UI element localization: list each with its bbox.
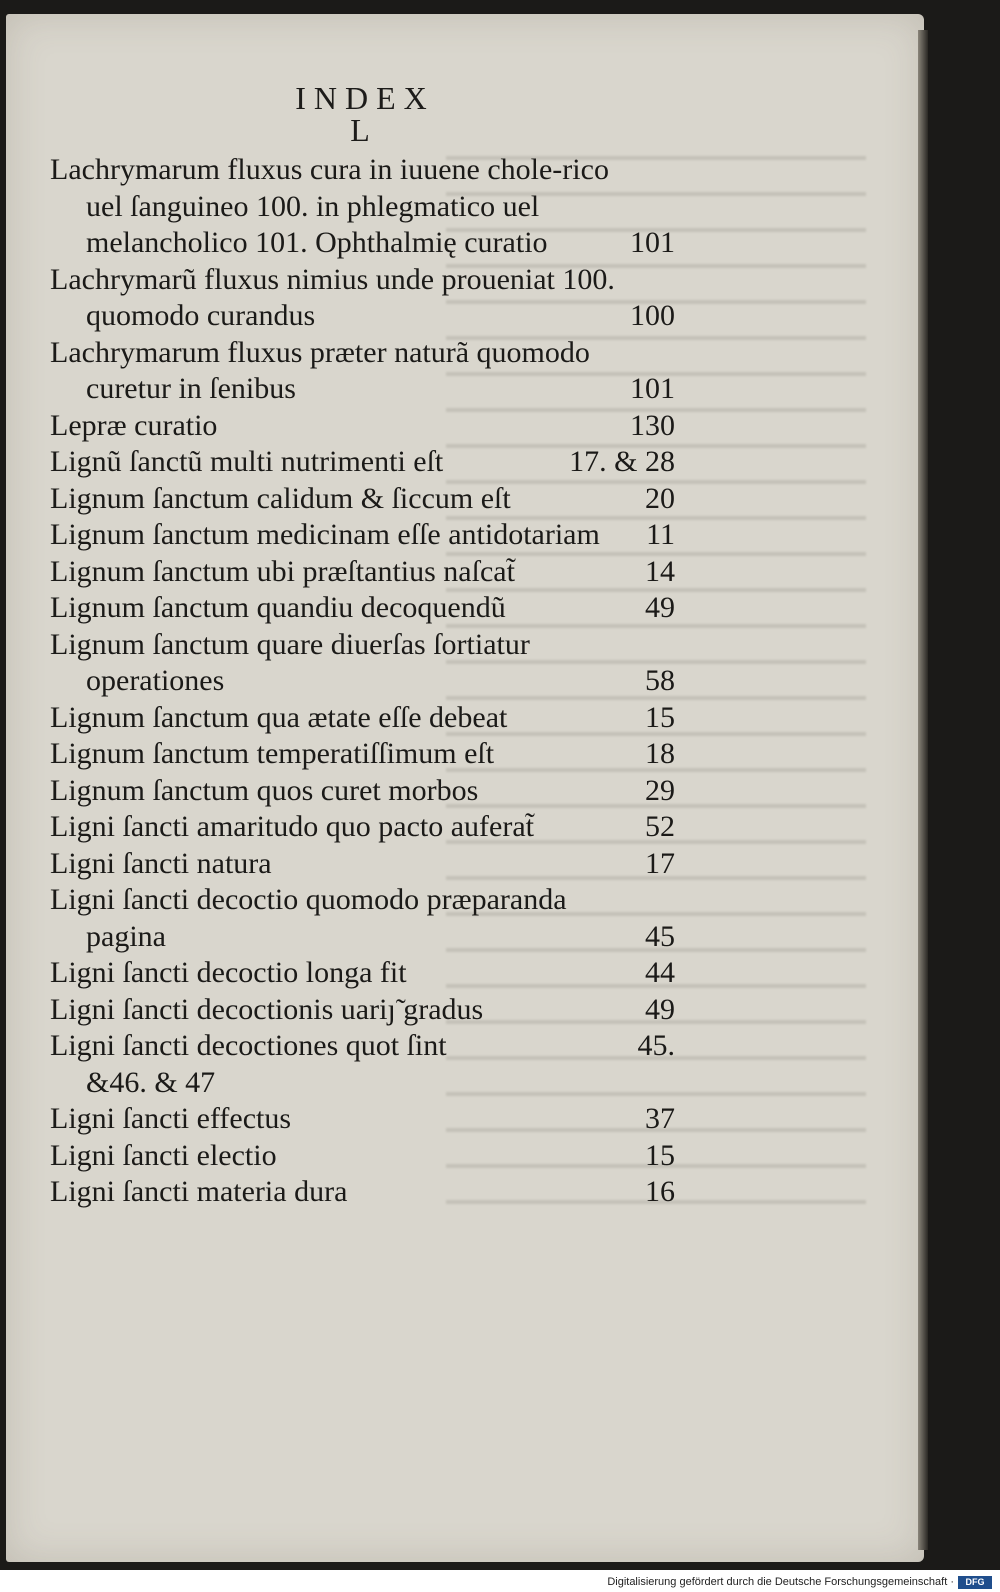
index-entry-page: 14	[645, 554, 675, 588]
page-edge	[918, 30, 928, 1550]
index-list	[50, 152, 675, 1211]
index-entry-page: 101	[630, 372, 675, 405]
index-entry-page: 18	[645, 737, 675, 770]
index-entry	[50, 809, 675, 846]
index-entry-text: Ligni ſancti decoctio quomodo præparanda pagina	[50, 883, 567, 953]
index-entry-page: 130	[630, 408, 675, 442]
index-entry-page: 101	[630, 226, 675, 259]
index-entry	[50, 517, 675, 554]
index-entry	[50, 955, 675, 992]
index-entry-text: Ligni ſancti effectus	[50, 1102, 292, 1135]
index-entry	[50, 554, 675, 591]
index-entry-text: Ligni ſancti natura	[50, 846, 272, 880]
index-entry-page: 16	[645, 1175, 675, 1208]
index-entry-page: 100	[630, 299, 675, 332]
index-entry-text: Ligni ſancti decoctionis uariȷ̃ gradus	[50, 992, 484, 1026]
index-entry-text: Lignum ſanctum calidum & ſiccum eſt	[50, 481, 511, 515]
index-entry-page: 20	[645, 481, 675, 515]
index-entry-text: Ligni ſancti decoctio longa fit	[50, 956, 407, 989]
index-entry-text: Lignum ſanctum qua ætate eſſe debeat	[50, 700, 508, 734]
index-entry-page: 15	[645, 700, 675, 734]
index-entry-page: 11	[646, 518, 675, 551]
index-entry	[50, 590, 675, 627]
index-entry	[50, 736, 675, 773]
footer-credit: Digitalisierung gefördert durch die Deutsche Forschungsgemeinschaft ·	[607, 1576, 954, 1588]
index-entry-text: Lachrymarum fluxus præter naturã quomodo curetur in ſenibus	[50, 335, 590, 405]
index-entry-page: 17	[645, 846, 675, 880]
index-entry-text: Lignum ſanctum quare diuerſas ſortiatur operationes	[50, 627, 530, 697]
index-entry	[50, 444, 675, 481]
index-entry-text: Lignũ ſanctũ multi nutrimenti eſt	[50, 445, 444, 478]
index-entry-page: 52	[645, 810, 675, 843]
index-entry-text: Ligni ſancti electio	[50, 1138, 277, 1172]
index-entry-page: 17. & 28	[569, 445, 675, 478]
index-entry-page: 44	[645, 956, 675, 989]
index-entry-text: Lignum ſanctum quandiu decoquendũ	[50, 591, 506, 624]
index-entry	[50, 481, 675, 518]
dfg-logo-icon: DFG	[958, 1576, 992, 1589]
index-entry	[50, 335, 675, 408]
index-entry-page: 15	[645, 1138, 675, 1172]
index-entry-text: Ligni ſancti decoctiones quot ſint	[50, 1029, 447, 1062]
page-title: INDEX	[295, 80, 435, 116]
index-entry	[50, 408, 675, 445]
index-entry	[50, 1138, 675, 1175]
index-entry-continuation	[50, 1065, 675, 1102]
index-entry-text: Lachrymarũ fluxus nimius unde proueniat 100. quomodo curandus	[50, 262, 615, 332]
index-entry-text: Lignum ſanctum temperatiſſimum eſt	[50, 737, 495, 770]
index-entry	[50, 700, 675, 737]
index-entry-page: 45.	[637, 1029, 675, 1062]
index-entry	[50, 1101, 675, 1138]
index-entry	[50, 262, 675, 335]
index-entry	[50, 152, 675, 262]
index-entry-text: Ligni ſancti amaritudo quo pacto auferat̃	[50, 810, 534, 843]
index-entry-page: 49	[645, 591, 675, 624]
index-entry-text: Lachrymarum fluxus cura in iuuene chole-rico uel ſanguineo 100. in phlegmatico uel melancholico 101. Ophthalmię curatio	[50, 153, 609, 259]
index-entry-page: 58	[645, 664, 675, 697]
index-entry-continuation-text: &46. & 47	[86, 1065, 216, 1099]
index-entry	[50, 992, 675, 1029]
index-entry	[50, 773, 675, 810]
index-entry-text: Ligni ſancti materia dura	[50, 1175, 348, 1208]
index-entry-text: Lignum ſanctum medicinam eſſe antidotariam	[50, 518, 600, 551]
section-letter: L	[350, 112, 370, 148]
index-entry-page: 49	[645, 992, 675, 1026]
index-entry-page: 37	[645, 1102, 675, 1135]
index-entry	[50, 1174, 675, 1211]
index-entry	[50, 627, 675, 700]
index-entry-text: Lepræ curatio	[50, 408, 218, 442]
index-entry-text: Lignum ſanctum ubi præſtantius naſcat̃	[50, 554, 515, 588]
index-entry	[50, 882, 675, 955]
index-entry	[50, 1028, 675, 1065]
index-entry-page: 29	[645, 773, 675, 807]
index-entry-text: Lignum ſanctum quos curet morbos	[50, 773, 479, 807]
index-entry-page: 45	[645, 919, 675, 953]
index-entry	[50, 846, 675, 883]
